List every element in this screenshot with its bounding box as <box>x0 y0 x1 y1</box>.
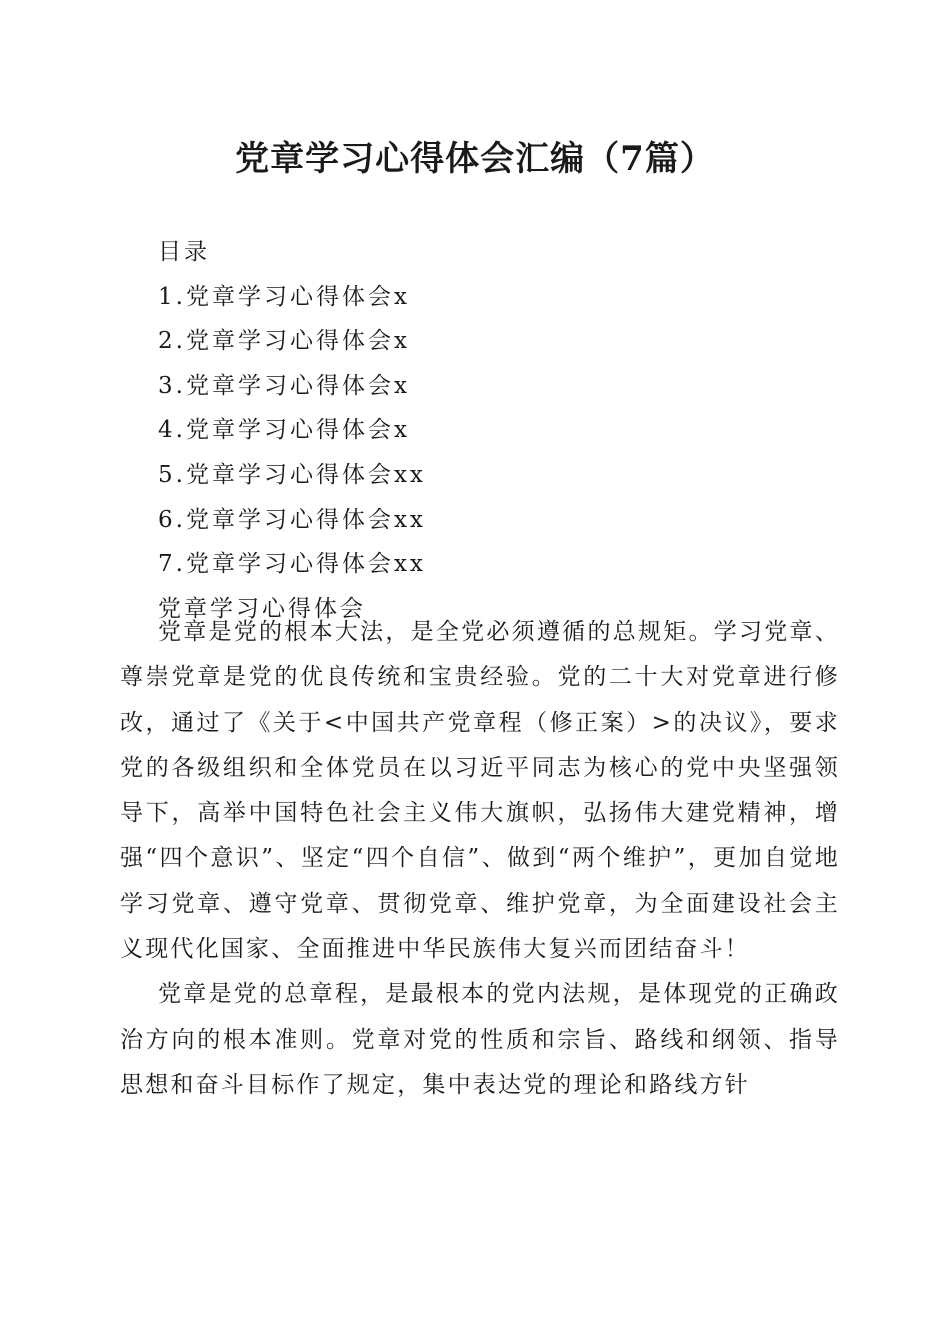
toc-item: 7.党章学习心得体会xx <box>158 551 426 578</box>
toc-item: 5.党章学习心得体会xx <box>158 461 426 488</box>
toc-item: 3.党章学习心得体会x <box>158 372 410 399</box>
toc-item: 4.党章学习心得体会x <box>158 417 410 444</box>
document-title: 党章学习心得体会汇编（7篇） <box>235 139 715 179</box>
toc-item: 6.党章学习心得体会xx <box>158 506 426 533</box>
body-paragraph: 党章是党的根本大法，是全党必须遵循的总规矩。学习党章、尊崇党章是党的优良传统和宝贵经验。党的二十大对党章进行修改，通过了《关于<中国共产党章程（修正案）>的决议》，要求党的各级组织和全体党员在以习近平同志为核心的党中央坚强领导下，高举中国特色社会主义伟大旗帜，弘扬伟大建党精神，增强“四个意识”、坚定“四个自信”、做到“两个维护”，更加自觉地学习党章、遵守党章、贯彻党章、维护党章，为全面建设社会主义现代化国家、全面推进中华民族伟大复兴而团结奋斗！ <box>120 619 840 963</box>
section-heading: 党章学习心得体会 <box>158 595 366 622</box>
table-of-contents <box>158 230 426 631</box>
document-body <box>120 610 840 1108</box>
toc-item: 1.党章学习心得体会x <box>158 283 410 310</box>
toc-heading: 目录 <box>158 239 210 265</box>
body-paragraph: 党章是党的总章程，是最根本的党内法规，是体现党的正确政治方向的根本准则。党章对党的性质和宗旨、路线和纲领、指导思想和奋斗目标作了规定，集中表达党的理论和路线方针 <box>120 981 840 1098</box>
toc-item: 2.党章学习心得体会x <box>158 328 410 355</box>
